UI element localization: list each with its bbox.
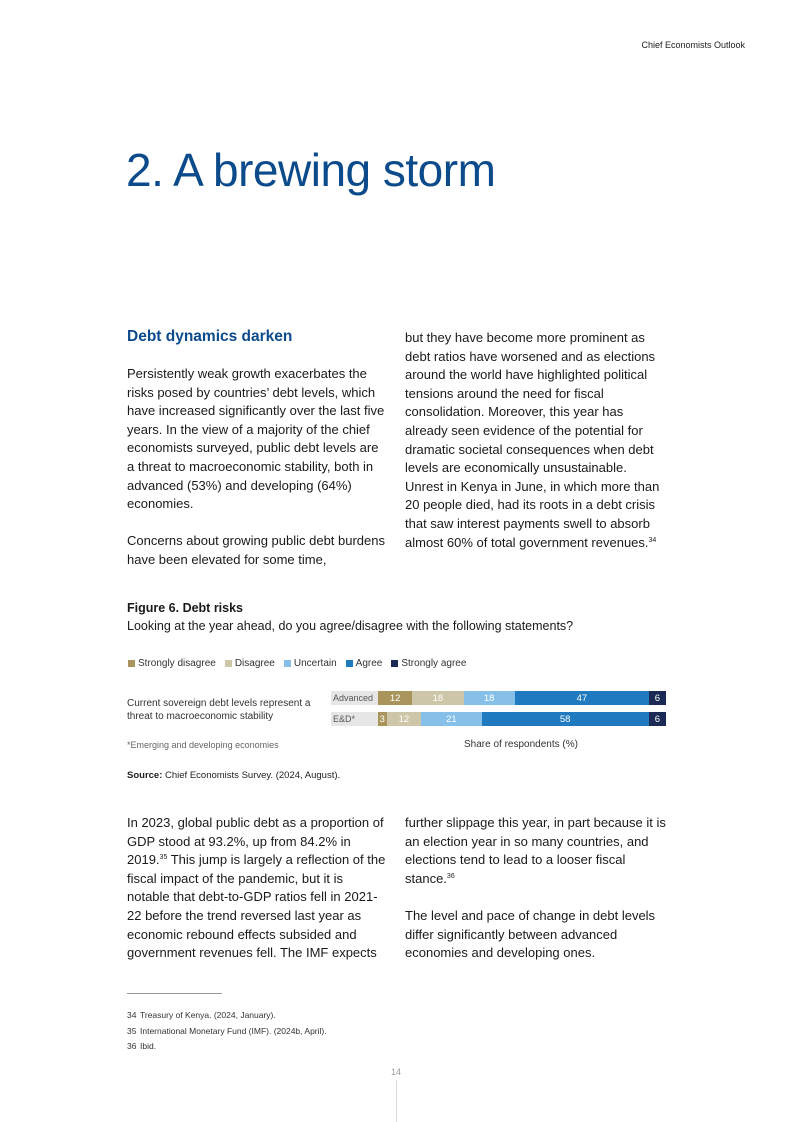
legend-swatch [391,660,398,667]
bar-segment: 47 [515,691,649,705]
bar-segment: 6 [649,712,666,726]
figure-source: Source: Chief Economists Survey. (2024, August). [127,770,341,781]
legend-item [391,658,466,669]
legend-item [284,658,337,669]
footnote-ref[interactable]: 36 [446,872,455,880]
legend-swatch [284,660,291,667]
bar-segment: 12 [378,691,412,705]
bar-segment: 18 [412,691,463,705]
paragraph: further slippage this year, in part because it is an election year in so many countries, and elections tend to lead to a looser fiscal stance.$^{36}$ [405,815,666,886]
legend-swatch [346,660,353,667]
text-column-right-2 [405,814,667,963]
chart-footnote: *Emerging and developing economies [127,740,279,750]
bar-segment: 58 [482,712,649,726]
paragraph: The level and pace of change in debt levels differ significantly between advanced economies and developing ones. [405,907,656,961]
running-header: Chief Economists Outlook [641,40,745,50]
figure-title: Figure 6. Debt risks [127,601,244,615]
bar-segment: 21 [421,712,481,726]
footnotes [127,1008,327,1055]
legend-item [225,658,275,669]
chapter-title: 2. A brewing storm [126,144,496,196]
page-number: 14 [391,1067,402,1077]
legend-item [128,658,216,669]
text-column-left [127,327,389,570]
bar-category-label: Advanced [333,693,374,703]
survey-statement: Current sovereign debt levels represent a threat to macroeconomic stability [127,698,311,722]
paragraph: In 2023, global public debt as a proportion of GDP stood at 93.2%, up from 84.2% in 2019.35 This jump is largely a reflection of the fiscal impact of the pandemic, but it is notable that debt-to-GDP ratios fell in 2021-22 before the trend reversed last year as economic rebound effects subsided and government revenues fell. The IMF expects [127,815,386,961]
figure-subtitle: Looking at the year ahead, do you agree/disagree with the following statements? [127,619,574,633]
paragraph: Concerns about growing public debt burdens have been elevated for some time, [127,533,386,567]
footnote-ref[interactable]: 34 [648,536,657,544]
legend-label: Uncertain [293,658,337,669]
legend-label: Strongly disagree [138,658,216,669]
chart-legend [128,658,466,669]
legend-label: Disagree [234,658,275,669]
bar-category-label: E&D* [333,714,356,724]
bar-segment: 12 [387,712,422,726]
bar-segment: 6 [649,691,666,705]
text-column-right [405,329,667,552]
text-column-left-2 [127,814,389,963]
legend-label: Agree [355,658,383,669]
legend-swatch [128,660,135,667]
paragraph: Persistently weak growth exacerbates the risks posed by countries’ debt levels, which have increased significantly over the last five years. In the view of a majority of the chief economists surveyed, public debt levels are a threat to macroeconomic stability, both in advanced (53%) and developing (64%) economies. [127,366,385,512]
x-axis-label: Share of respondents (%) [464,739,578,750]
bar-segment: 18 [464,691,515,705]
section-heading: Debt dynamics darken [127,328,293,345]
footnote-ref[interactable]: 35 [159,854,168,862]
footnote: 36 Ibid. [127,1041,157,1051]
legend-swatch [225,660,232,667]
legend-item [346,658,383,669]
page-divider-line [396,1080,397,1122]
footnote: 34 Treasury of Kenya. (2024, January). [127,1010,276,1020]
footnote-divider [127,993,222,994]
legend-label: Strongly agree [401,658,467,669]
footnote: 35 International Monetary Fund (IMF). (2024b, April). [127,1025,327,1036]
paragraph: but they have become more prominent as debt ratios have worsened and as elections around the world have highlighted political tensions around the need for fiscal consolidation. Moreover, this year has already seen evidence of the potential for dramatic societal consequences when debt levels are economically unsustainable. Unrest in Kenya in June, in which more than 20 people died, had its roots in a debt crisis that saw interest payments swell to absorb almost 60% of total government revenues.$^{34}$ [405,330,660,550]
bar-segment: 3 [379,713,385,725]
